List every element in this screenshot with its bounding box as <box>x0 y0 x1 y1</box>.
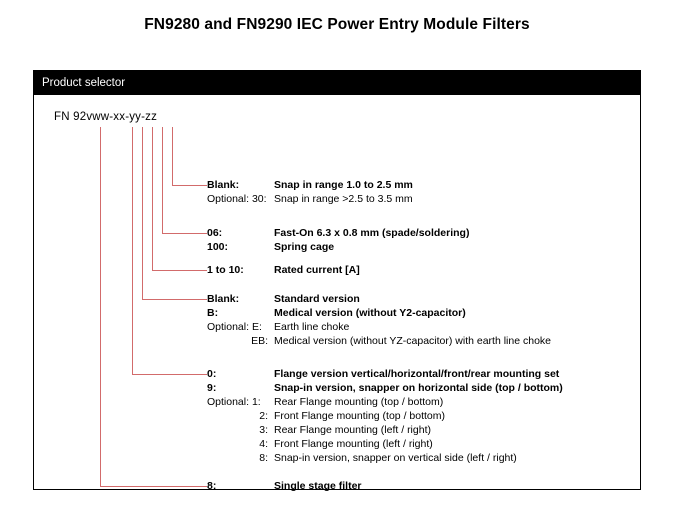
option-value: Fast-On 6.3 x 0.8 mm (spade/soldering) <box>274 227 470 239</box>
option-key: 2: <box>259 410 268 422</box>
option-key: B: <box>207 307 219 319</box>
option-key: Optional: 1: <box>207 396 261 408</box>
option-value: Front Flange mounting (left / right) <box>274 438 433 450</box>
option-value: Earth line choke <box>274 321 350 333</box>
option-row <box>207 226 469 240</box>
option-value: Snap in range 1.0 to 2.5 mm <box>274 179 413 191</box>
option-value: Medical version (without Y2-capacitor) <box>274 307 466 319</box>
option-row <box>207 451 563 465</box>
leader-line-snap-in-range <box>172 127 173 185</box>
option-key: EB: <box>251 335 268 347</box>
leader-line-stage <box>100 127 101 486</box>
group-snap-in-range <box>207 178 413 206</box>
product-selector-panel <box>33 70 641 490</box>
group-stage <box>207 479 362 493</box>
option-value: Rated current [A] <box>274 264 360 276</box>
option-key: 3: <box>259 424 268 436</box>
option-row <box>207 240 469 254</box>
part-number-code: FN 92vww-xx-yy-zz <box>54 111 158 123</box>
panel-header: Product selector <box>34 71 640 95</box>
option-key: 8: <box>207 480 217 492</box>
leader-rule-stage <box>100 486 207 487</box>
page-title: FN9280 and FN9290 IEC Power Entry Module Filters <box>144 16 530 33</box>
option-key: 0: <box>207 368 217 380</box>
leader-rule-version <box>142 299 207 300</box>
group-rated-current <box>207 263 360 277</box>
option-value: Snap-in version, snapper on horizontal side (top / bottom) <box>274 382 563 394</box>
option-value: Single stage filter <box>274 480 362 492</box>
option-row <box>207 395 563 409</box>
option-row <box>207 192 413 206</box>
option-row <box>207 367 563 381</box>
option-value: Snap in range >2.5 to 3.5 mm <box>274 193 413 205</box>
group-mounting <box>207 367 563 465</box>
option-row <box>207 263 360 277</box>
option-row <box>207 479 362 493</box>
option-value: Spring cage <box>274 241 335 253</box>
option-row <box>207 178 413 192</box>
option-key: 06: <box>207 227 223 239</box>
option-row <box>207 381 563 395</box>
option-value: Snap-in version, snapper on vertical side (left / right) <box>274 452 517 464</box>
option-row <box>207 409 563 423</box>
option-value: Flange version vertical/horizontal/front/rear mounting set <box>274 368 560 380</box>
leader-rule-termination <box>162 233 207 234</box>
group-version <box>207 292 551 348</box>
option-row <box>207 292 551 306</box>
option-row <box>207 320 551 334</box>
leader-line-version <box>142 127 143 299</box>
leader-line-termination <box>162 127 163 233</box>
option-row <box>207 423 563 437</box>
leader-rule-mounting <box>132 374 207 375</box>
option-value: Rear Flange mounting (top / bottom) <box>274 396 444 408</box>
option-key: Blank: <box>207 293 240 305</box>
option-row <box>207 437 563 451</box>
option-key: 8: <box>259 452 268 464</box>
panel-body <box>34 95 640 492</box>
option-key: 100: <box>207 241 229 253</box>
option-value: Rear Flange mounting (left / right) <box>274 424 431 436</box>
option-value: Medical version (without YZ-capacitor) with earth line choke <box>274 335 552 347</box>
option-key: 9: <box>207 382 217 394</box>
option-value: Front Flange mounting (top / bottom) <box>274 410 445 422</box>
leader-rule-rated-current <box>152 270 207 271</box>
option-row <box>207 306 551 320</box>
option-value: Standard version <box>274 293 360 305</box>
leader-line-rated-current <box>152 127 153 270</box>
option-key: Optional: E: <box>207 321 262 333</box>
option-key: 1 to 10: <box>207 264 244 276</box>
leader-line-mounting <box>132 127 133 374</box>
option-key: 4: <box>259 438 268 450</box>
option-key: Blank: <box>207 179 240 191</box>
leader-rule-snap-in-range <box>172 185 207 186</box>
option-row <box>207 334 551 348</box>
group-termination <box>207 226 469 254</box>
option-key: Optional: 30: <box>207 193 267 205</box>
